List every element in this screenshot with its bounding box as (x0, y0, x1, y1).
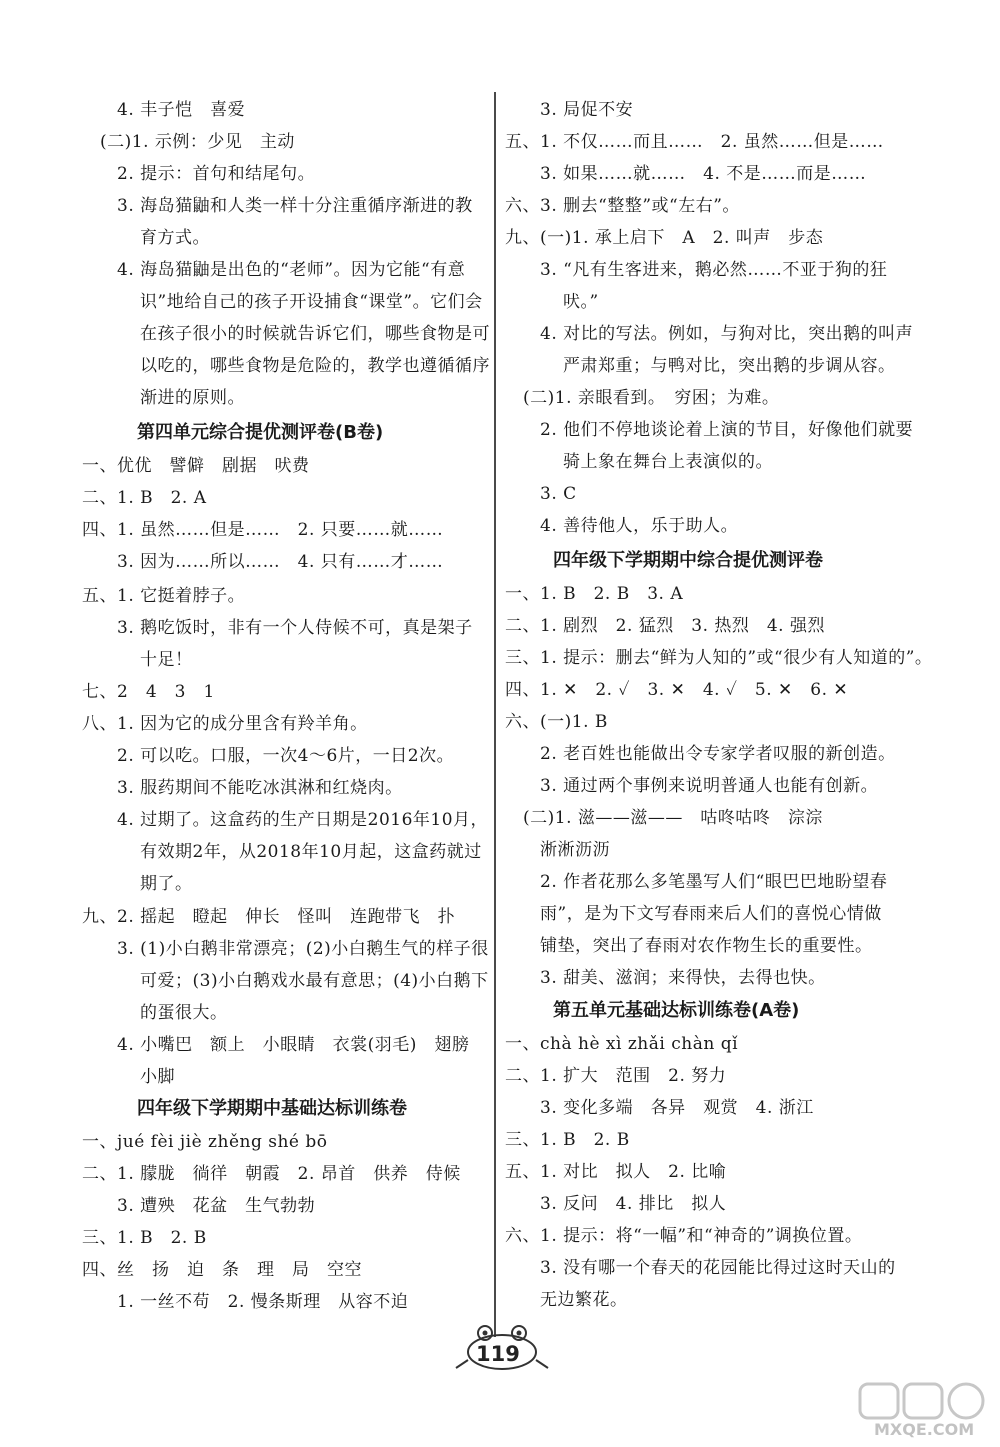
answer-line: 淅淅沥沥 (540, 840, 610, 860)
answer-line: 3. 甜美、滋润；来得快，去得也快。 (540, 968, 826, 988)
answer-line: 吠。” (563, 292, 599, 312)
answer-line: 4. 海岛猫鼬是出色的“老师”。因为它能“有意 (117, 260, 466, 280)
answer-line: 3. 遭殃 花盆 生气勃勃 (117, 1196, 316, 1216)
answer-line: 严肃郑重；与鸭对比，突出鹅的步调从容。 (563, 356, 896, 376)
answer-line: 二、1. 扩大 范围 2. 努力 (505, 1066, 727, 1086)
answer-line: 六、3. 删去“整整”或“左右”。 (505, 196, 740, 216)
section-heading: 第五单元基础达标训练卷(A卷) (553, 1000, 800, 1021)
answer-line: 4. 小嘴巴 额上 小眼睛 衣裳(羽毛) 翅膀 (117, 1035, 470, 1055)
answer-line: 六、1. 提示：将“一幅”和“神奇的”调换位置。 (505, 1226, 863, 1246)
section-heading: 四年级下学期期中基础达标训练卷 (137, 1098, 407, 1119)
answer-line: 3. 海岛猫鼬和人类一样十分注重循序渐进的教 (117, 196, 473, 216)
answer-line: 七、2 4 3 1 (82, 682, 215, 702)
answer-line: 九、(一)1. 承上启下 A 2. 叫声 步态 (505, 228, 824, 248)
answer-line: 2. 他们不停地谈论着上演的节目，好像他们就要 (540, 420, 914, 440)
answer-line: 2. 可以吃。口服，一次4～6片，一日2次。 (117, 746, 455, 766)
answer-line: 的蛋很大。 (140, 1003, 228, 1023)
answer-line: 可爱；(3)小白鹅戏水最有意思；(4)小白鹅下 (140, 971, 489, 991)
answer-line: 雨”，是为下文写春雨来后人们的喜悦心情做 (540, 904, 882, 924)
answer-line: 2. 老百姓也能做出令专家学者叹服的新创造。 (540, 744, 896, 764)
answer-line: 二、1. 朦胧 徜徉 朝霞 2. 昂首 供养 侍候 (82, 1164, 461, 1184)
answer-line: 一、chà hè xì zhǎi chàn qǐ (505, 1034, 739, 1054)
section-heading: 四年级下学期期中综合提优测评卷 (553, 550, 823, 571)
right-column (505, 0, 945, 1360)
answer-line: 三、1. B 2. B (82, 1228, 207, 1248)
answer-line: (二)1. 亲眼看到。 穷困；为难。 (523, 388, 780, 408)
answer-line: 六、(一)1. B (505, 712, 608, 732)
answer-line: 在孩子很小的时候就告诉它们，哪些食物是可 (140, 324, 490, 344)
answer-line: 十足！ (140, 650, 193, 670)
answer-line: (二)1. 滋——滋—— 咕咚咕咚 淙淙 (523, 808, 823, 828)
answer-line: 育方式。 (140, 228, 210, 248)
answer-line: 4. 丰子恺 喜爱 (117, 100, 246, 120)
column-divider (494, 92, 496, 1337)
left-column (82, 0, 522, 1360)
answer-line: 3. C (540, 484, 577, 504)
answer-line: 4. 善待他人，乐于助人。 (540, 516, 739, 536)
answer-line: 3. 通过两个事例来说明普通人也能有创新。 (540, 776, 879, 796)
answer-line: 识”地给自己的孩子开设捕食“课堂”。它们会 (140, 292, 483, 312)
answer-line: 4. 对比的写法。例如，与狗对比，突出鹅的叫声 (540, 324, 914, 344)
answer-line: 3. (1)小白鹅非常漂亮；(2)小白鹅生气的样子很 (117, 939, 489, 959)
answer-line: 八、1. 因为它的成分里含有羚羊角。 (82, 714, 368, 734)
answer-line: 三、1. B 2. B (505, 1130, 630, 1150)
answer-line: 3. 变化多端 各异 观赏 4. 浙江 (540, 1098, 814, 1118)
answer-line: 四、丝 扬 迫 条 理 局 空空 (82, 1260, 362, 1280)
answer-line: 3. 局促不安 (540, 100, 634, 120)
answer-line: 三、1. 提示：删去“鲜为人知的”或“很少有人知道的”。 (505, 648, 933, 668)
answer-line: 3. 因为……所以…… 4. 只有……才…… (117, 552, 444, 572)
answer-line: 4. 过期了。这盒药的生产日期是2016年10月， (117, 810, 489, 830)
answer-line: 3. 服药期间不能吃冰淇淋和红烧肉。 (117, 778, 403, 798)
answer-line: 铺垫，突出了春雨对农作物生长的重要性。 (540, 936, 873, 956)
answer-line: (二)1. 示例：少见 主动 (100, 132, 295, 152)
answer-line: 1. 一丝不苟 2. 慢条斯理 从容不迫 (117, 1292, 409, 1312)
answer-line: 以吃的，哪些食物是危险的，教学也遵循循序 (140, 356, 490, 376)
answer-line: 2. 作者花那么多笔墨写人们“眼巴巴地盼望春 (540, 872, 888, 892)
answer-line: 骑上象在舞台上表演似的。 (563, 452, 773, 472)
page-number: 119 (476, 1342, 520, 1366)
section-heading: 第四单元综合提优测评卷(B卷) (137, 422, 384, 443)
answer-line: 一、jué fèi jiè zhěng shé bō (82, 1132, 328, 1152)
answer-line: 3. 反问 4. 排比 拟人 (540, 1194, 727, 1214)
answer-line: 一、1. B 2. B 3. A (505, 584, 684, 604)
answer-line: 3. “凡有生客进来，鹅必然……不亚于狗的狂 (540, 260, 888, 280)
answer-line: 有效期2年，从2018年10月起，这盒药就过 (140, 842, 482, 862)
answer-line: 四、1. 虽然……但是…… 2. 只要……就…… (82, 520, 444, 540)
answer-line: 二、1. B 2. A (82, 488, 207, 508)
answer-line: 2. 提示：首句和结尾句。 (117, 164, 316, 184)
answer-line: 二、1. 剧烈 2. 猛烈 3. 热烈 4. 强烈 (505, 616, 825, 636)
answer-line: 五、1. 它挺着脖子。 (82, 586, 246, 606)
answer-line: 渐进的原则。 (140, 388, 245, 408)
answer-line: 3. 如果……就…… 4. 不是……而是…… (540, 164, 867, 184)
answer-line: 五、1. 对比 拟人 2. 比喻 (505, 1162, 727, 1182)
answer-line: 无边繁花。 (540, 1290, 628, 1310)
answer-line: 3. 没有哪一个春天的花园能比得过这时天山的 (540, 1258, 896, 1278)
answer-line: 期了。 (140, 874, 193, 894)
watermark-logo (858, 1380, 988, 1424)
answer-line: 九、2. 摇起 瞪起 伸长 怪叫 连跑带飞 扑 (82, 907, 456, 927)
answer-line: 一、优优 譬僻 剧据 吠费 (82, 456, 310, 476)
watermark-url: MXQE.COM (874, 1420, 975, 1439)
answer-line: 五、1. 不仅……而且…… 2. 虽然……但是…… (505, 132, 884, 152)
answer-line: 四、1. ✕ 2. ✓ 3. ✕ 4. ✓ 5. ✕ 6. ✕ (505, 680, 849, 700)
answer-line: 小脚 (140, 1067, 175, 1087)
answer-line: 3. 鹅吃饭时，非有一个人侍候不可，真是架子 (117, 618, 473, 638)
